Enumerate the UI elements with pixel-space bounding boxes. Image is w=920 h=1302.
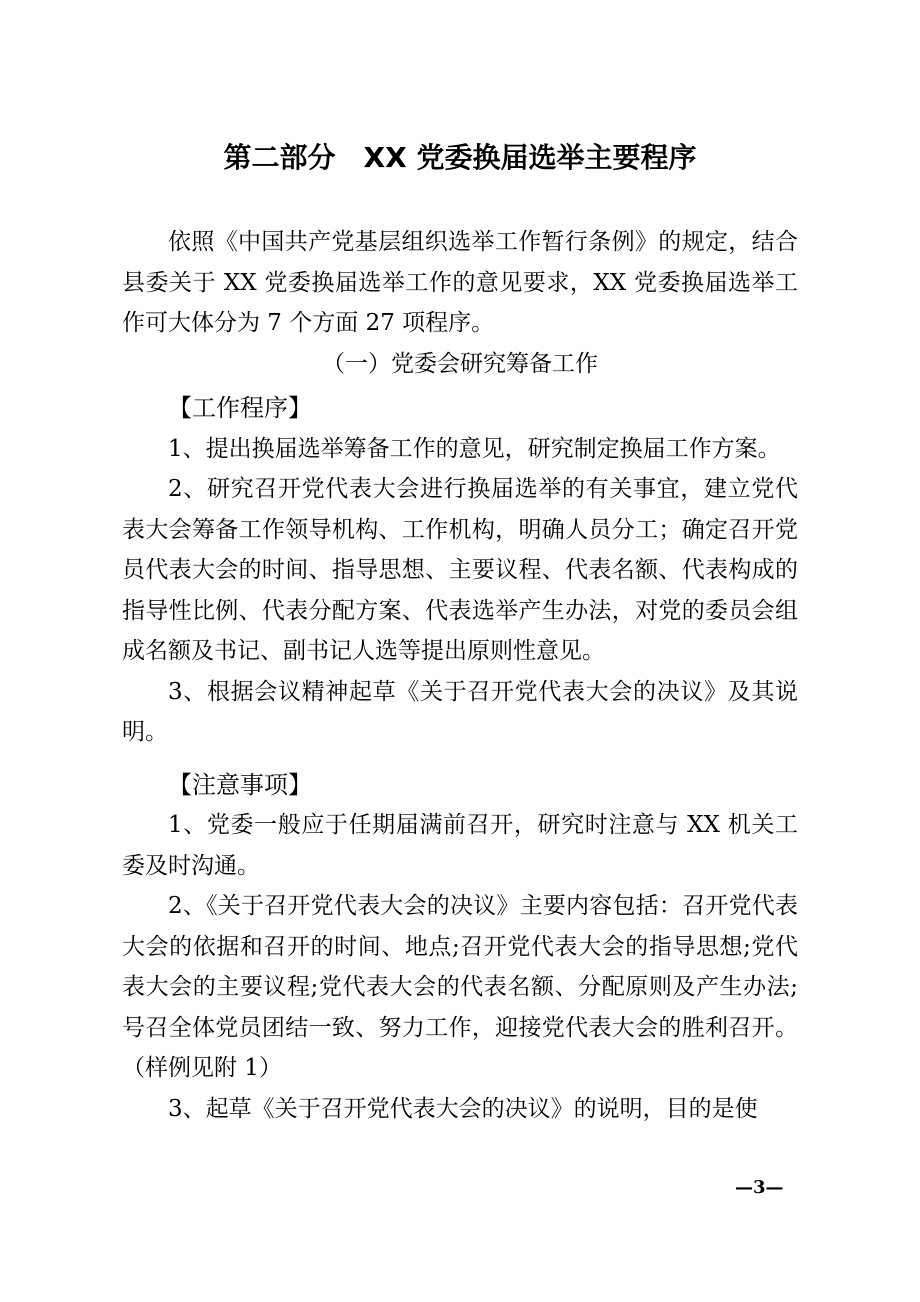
page-number: —3—: [735, 1177, 784, 1198]
section-heading: （一）党委会研究筹备工作: [322, 350, 598, 377]
note-item-3: 3、起草《关于召开党代表大会的决议》的说明，目的是使: [168, 1095, 758, 1122]
work-procedure-item-3: 3、根据会议精神起草《关于召开党代表大会的决议》及其说明。: [122, 678, 798, 745]
work-procedure-item-1: 1、提出换届选举筹备工作的意见，研究制定换届工作方案。: [168, 435, 781, 462]
note-item-2: 2、《关于召开党代表大会的决议》主要内容包括：召开党代表大会的依据和召开的时间、地点;召开党代表大会的指导思想;党代表大会的主要议程;党代表大会的代表名额、分配原则及产生办法;号召全体党员团结一致、努力工作，迎接党代表大会的胜利召开。（样例见附 1）: [122, 893, 798, 1081]
page-title: 第二部分 XX 党委换届选举主要程序: [223, 141, 697, 174]
work-procedure-item-2: 2、研究召开党代表大会进行换届选举的有关事宜，建立党代表大会筹备工作领导机构、工作机构，明确人员分工；确定召开党员代表大会的时间、指导思想、主要议程、代表名额、代表构成的指导性比例、代表分配方案、代表选举产生办法，对党的委员会组成名额及书记、副书记人选等提出原则性意见。: [122, 476, 798, 664]
work-procedure-label: 【工作程序】: [168, 394, 312, 422]
document-body: [122, 222, 798, 1129]
note-item-1: 1、党委一般应于任期届满前召开，研究时注意与 XX 机关工委及时沟通。: [122, 812, 798, 879]
notes-label: 【注意事项】: [168, 770, 312, 799]
intro-paragraph: 依照《中国共产党基层组织选举工作暂行条例》的规定，结合县委关于 XX 党委换届选举工作的意见要求，XX 党委换届选举工作可大体分为 7 个方面 27 项程序。: [122, 229, 798, 336]
